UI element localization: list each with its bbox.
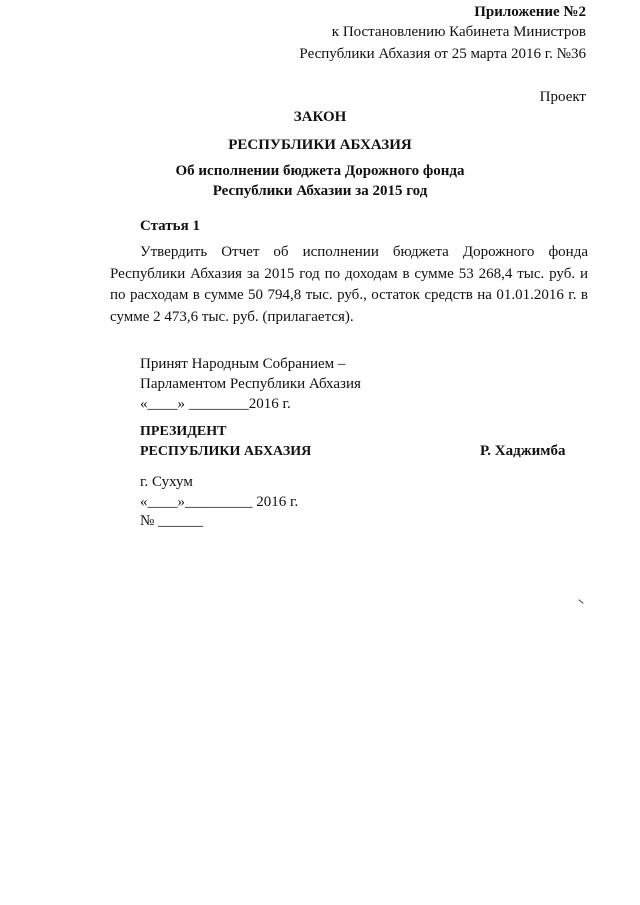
- signatory-name: Р. Хаджимба: [480, 443, 566, 459]
- draft-label: Проект: [539, 89, 586, 105]
- signing-date: «____»_________ 2016 г.: [140, 494, 299, 510]
- signatory-title-line-1: ПРЕЗИДЕНТ: [140, 424, 227, 439]
- article-body: Утвердить Отчет об исполнении бюджета Дорожного фонда Республики Абхазия за 2015 год по доходам в сумме 53 268,4 тыс. руб. и по расходам в сумме 50 794,8 тыс. руб., остаток средств на 01.01.2016 г. в сумме 2 473,6 тыс. руб. (прилагается).: [110, 244, 588, 325]
- adoption-line-1: Принят Народным Собранием –: [140, 356, 346, 372]
- appendix-title: Приложение №2: [474, 4, 586, 20]
- law-title: ЗАКОН: [293, 109, 347, 125]
- law-subtitle: РЕСПУБЛИКИ АБХАЗИЯ: [228, 137, 412, 153]
- appendix-reference-line-1: к Постановлению Кабинета Министров: [331, 24, 586, 40]
- adoption-date: «____» ________2016 г.: [140, 396, 291, 412]
- adoption-line-2: Парламентом Республики Абхазия: [140, 376, 361, 392]
- law-name-line-2: Республики Абхазии за 2015 год: [212, 183, 428, 199]
- signatory-title-line-2: РЕСПУБЛИКИ АБХАЗИЯ: [140, 444, 312, 459]
- scan-speck: [578, 599, 583, 604]
- document-number: № ______: [140, 513, 204, 529]
- article-heading: Статья 1: [140, 218, 200, 234]
- signing-city: г. Сухум: [140, 474, 193, 490]
- appendix-reference-line-2: Республики Абхазия от 25 марта 2016 г. №36: [299, 46, 586, 62]
- law-name-line-1: Об исполнении бюджета Дорожного фонда: [175, 163, 465, 179]
